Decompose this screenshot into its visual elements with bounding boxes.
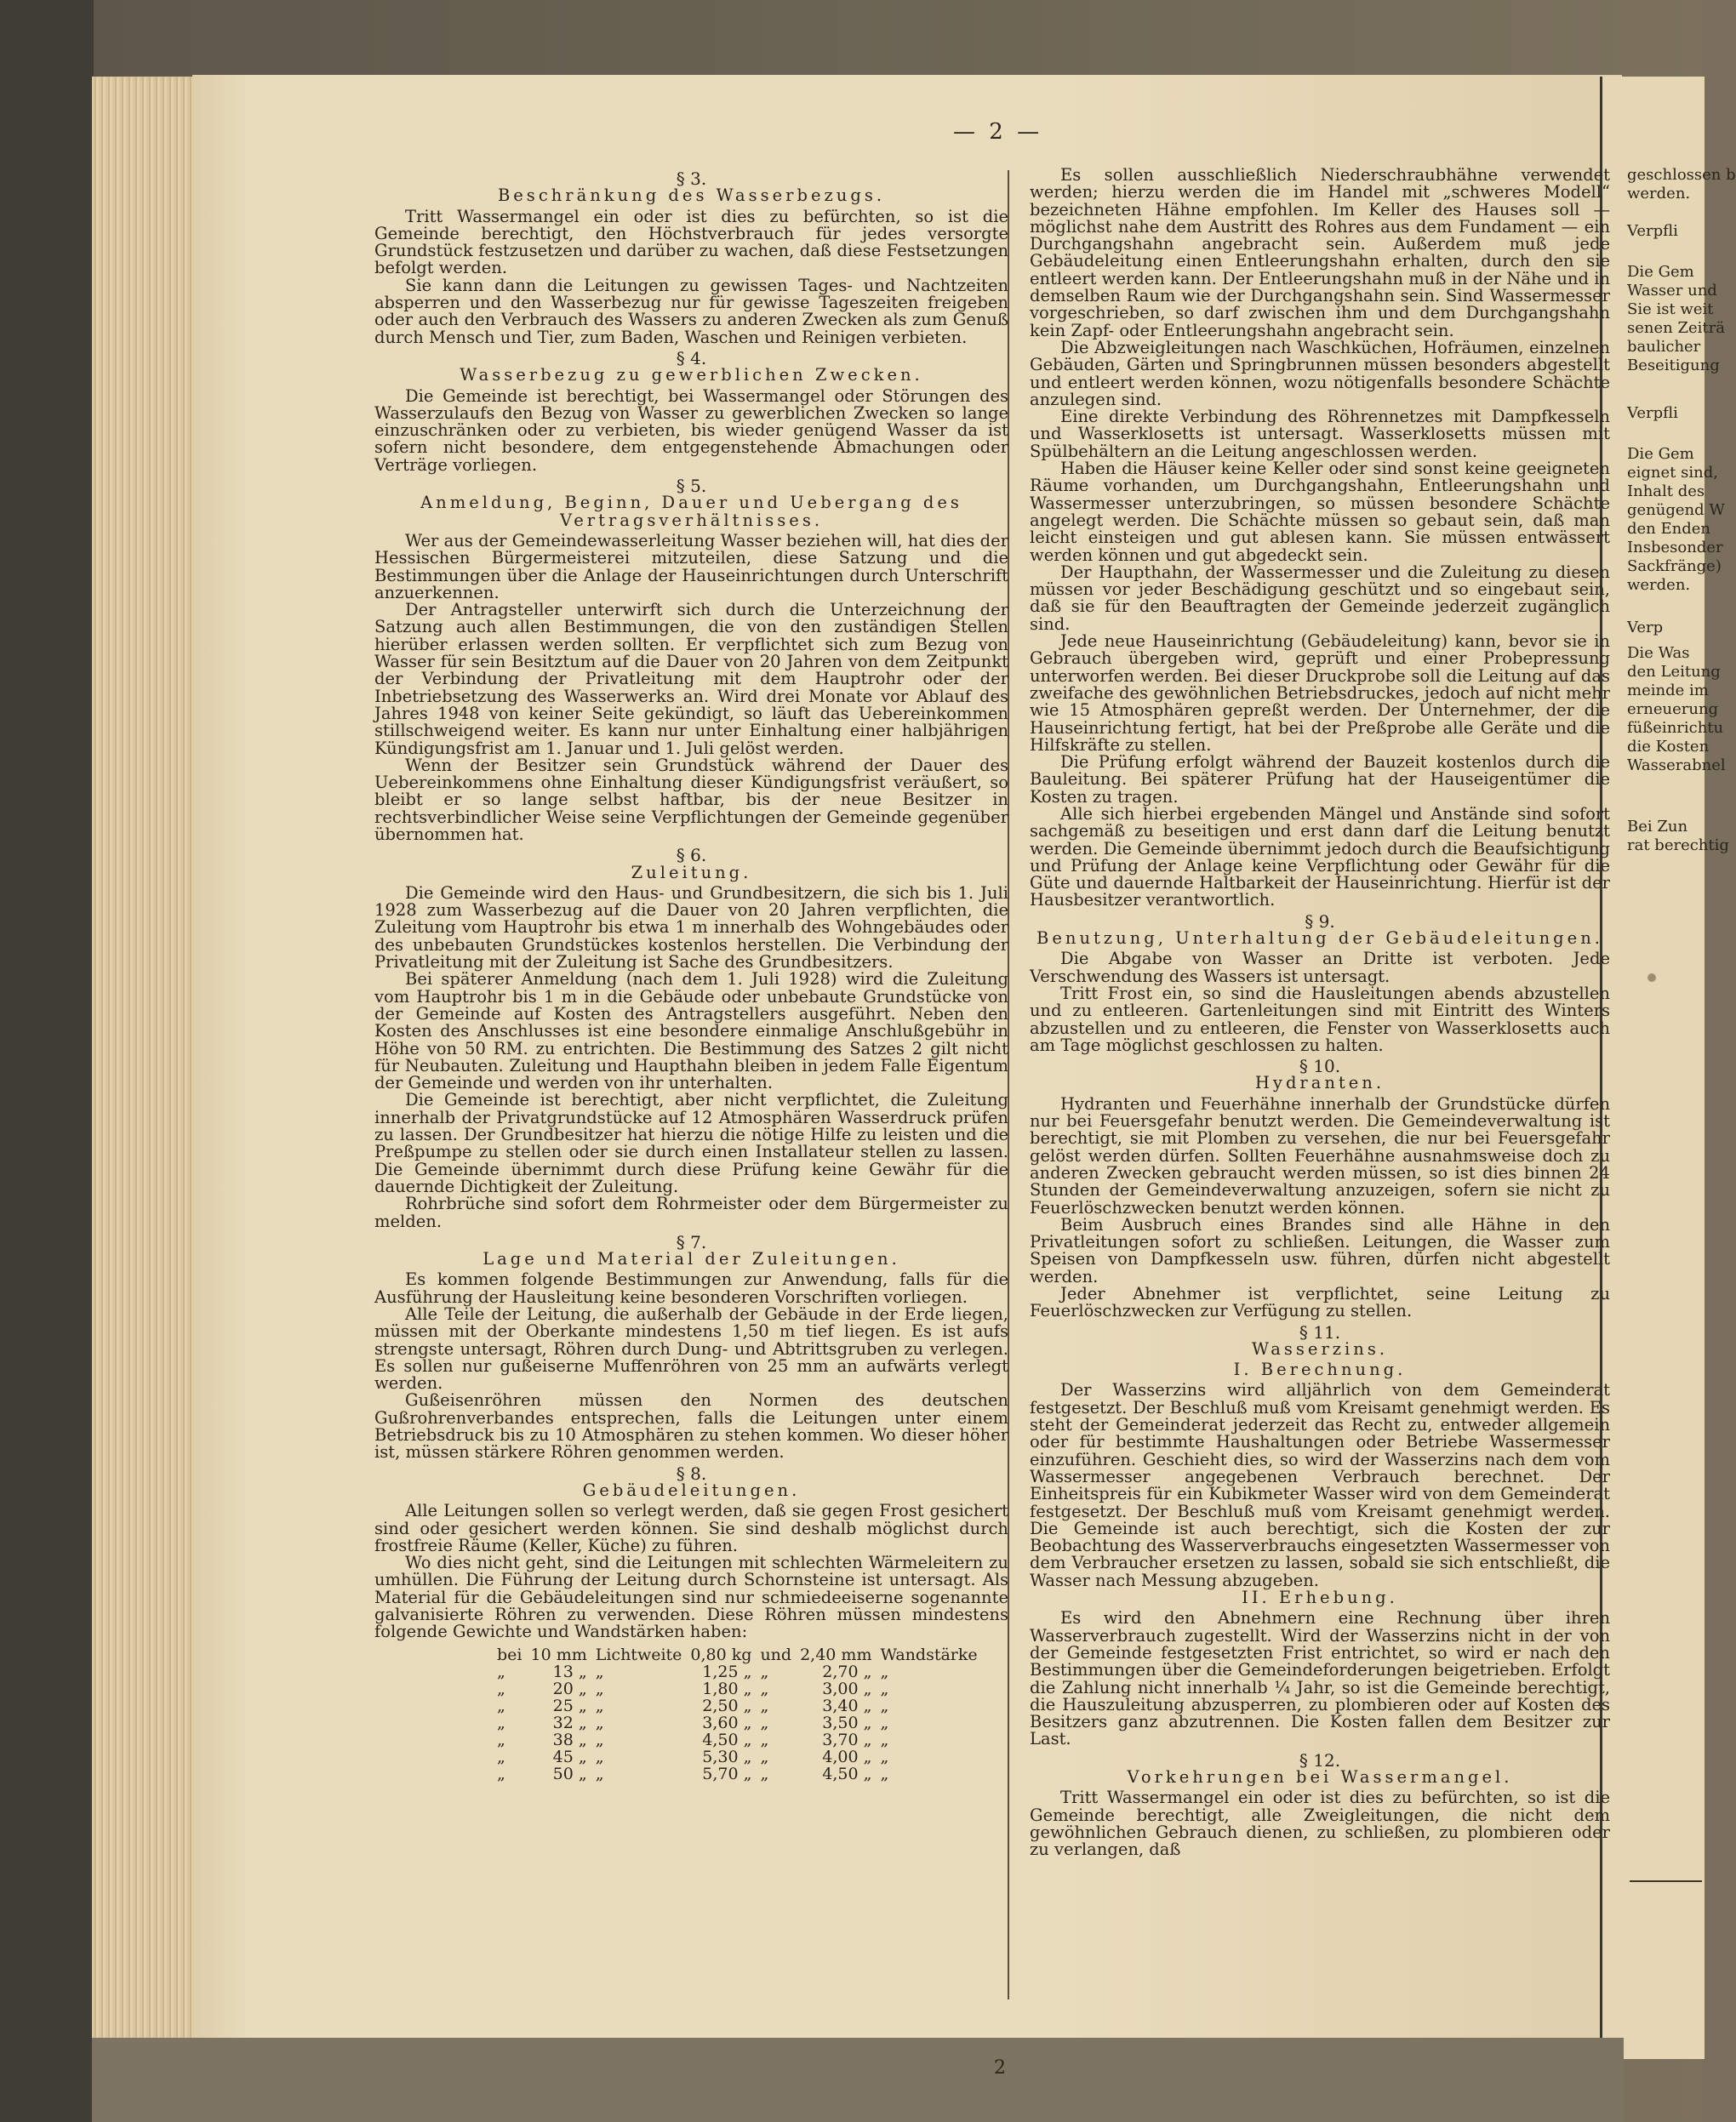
paragraph: Alle Teile der Leitung, die außerhalb der Gebäude in der Erde liegen, müssen mit der Oberkante mindestens 1,50 m tief liegen. Es ist aufs strengste untersagt, Röhren durch Dung- und Abtrittsgruben zu verlegen. Es sollen nur gußeiserne Muffenröhren von 25 mm an aufwärts verlegt werden. (374, 1304, 1008, 1394)
table-cell: 3,70 „ (822, 1730, 872, 1749)
table-cell: „ (760, 1662, 769, 1681)
adjacent-page-line: geschlossen b (1627, 166, 1736, 184)
section-heading: Vorkehrungen bei Wassermangel. (1127, 1767, 1513, 1788)
table-cell: 1,80 „ (702, 1679, 752, 1698)
table-row (497, 1748, 986, 1765)
adjacent-page-line: werden. (1627, 576, 1691, 594)
section-heading: I. Berechnung. (1233, 1360, 1407, 1380)
paragraph: Die Abgabe von Wasser an Dritte ist verboten. Jede Verschwendung des Wassers ist untersagt. (1030, 949, 1610, 986)
adjacent-page-line: Beseitigung (1627, 357, 1720, 374)
table-cell: „ (880, 1696, 889, 1715)
right-text-column (1030, 167, 1610, 1859)
table-cell: „ (595, 1679, 604, 1698)
paragraph: Rohrbrüche sind sofort dem Rohrmeister oder dem Bürgermeister zu melden. (374, 1194, 1008, 1231)
adjacent-page-line: die Kosten (1627, 738, 1710, 756)
section-number: § 3. (676, 168, 707, 189)
paragraph: Tritt Frost ein, so sind die Hausleitungen abends abzustellen und zu entleeren. Gartenleitungen sind mit Eintritt des Winters abzustellen und zu entleeren, die Fenster von Wasserklosetts auch am Tage möglichst geschlossen zu halten. (1030, 983, 1610, 1055)
table-cell: „ (595, 1713, 604, 1732)
adjacent-page-line: Die Was (1627, 644, 1690, 662)
table-cell: und (760, 1645, 792, 1664)
section-heading: Wasserbezug zu gewerblichen Zwecken. (460, 365, 923, 385)
section-heading: Zuleitung. (631, 862, 752, 882)
punch-hole (1647, 973, 1656, 982)
table-row (497, 1714, 986, 1731)
paragraph: Sie kann dann die Leitungen zu gewissen Tages- und Nachtzeiten absperren und den Wasserbezug nur für gewisse Tageszeiten freigeben oder auch den Verbrauch des Wassers zu anderen Zwecken als zum Genuß durch Mensch und Tier, zum Baden, Waschen und Reinigen verbieten. (374, 275, 1008, 347)
paragraph: Die Gemeinde ist berechtigt, bei Wassermangel oder Störungen des Wasserzulaufs den Bezug von Wasser zu gewerblichen Zwecken so lange einzuschränken oder zu verbieten, bis wieder genügend Wasser da ist sofern nicht besondere, dem entgegenstehende Abmachungen oder Verträge vorliegen. (374, 385, 1008, 475)
section-number: § 9. (1305, 910, 1335, 932)
table-cell: „ (880, 1662, 889, 1681)
table-cell: bei (497, 1645, 523, 1664)
section-number: § 8. (676, 1463, 707, 1484)
paragraph: Die Abzweigleitungen nach Waschküchen, Hofräumen, einzelnen Gebäuden, Gärten und Springbrunnen müssen besonders abgestellt und entleert werden können, wozu nötigenfalls besondere Schächte anzulegen sind. (1030, 337, 1610, 409)
table-cell: „ (595, 1696, 604, 1715)
adjacent-page-line: baulicher (1627, 338, 1701, 356)
table-cell: „ (595, 1764, 604, 1783)
paragraph: Alle Leitungen sollen so verlegt werden, daß sie gegen Frost gesichert sind oder gesichert werden können. Sie sind deshalb möglichst durch frostfreie Räume (Keller, Küche) zu führen. (374, 1501, 1008, 1555)
paragraph: Hydranten und Feuerhähne innerhalb der Grundstücke dürfen nur bei Feuersgefahr benutzt werden. Die Gemeindeverwaltung ist berechtigt, sie mit Plomben zu versehen, die nur bei Feuersgefahr gelöst werden dürfen. Sollten Feuerhähne ausnahmsweise doch zu anderen Zwecken gebraucht werden müssen, so ist dies binnen 24 Stunden der Gemeindeverwaltung anzuzeigen, sofern sie nicht zu Feuerlöschzwecken benutzt werden können. (1030, 1093, 1610, 1218)
section-number: § 5. (676, 476, 707, 497)
table-cell: „ (760, 1696, 769, 1715)
table-cell: 3,50 „ (822, 1713, 872, 1732)
section-heading: II. Erhebung. (1242, 1588, 1398, 1608)
adjacent-page-line: Insbesonder (1627, 539, 1723, 556)
table-cell: „ (497, 1662, 505, 1681)
section-heading: Benutzung, Unterhaltung der Gebäudeleitungen. (1036, 928, 1603, 949)
book-edge-shadow (0, 0, 94, 2122)
section-number: § 7. (676, 1231, 707, 1252)
paragraph: Tritt Wassermangel ein oder ist dies zu befürchten, so ist die Gemeinde berechtigt, den Höchstverbrauch für jedes versorgte Grundstück festzusetzen und darüber zu wachen, daß diese Festsetzungen befolgt werden. (374, 206, 1008, 278)
table-cell: 0,80 kg (690, 1645, 752, 1664)
table-cell: „ (595, 1730, 604, 1749)
table-cell: 3,00 „ (822, 1679, 872, 1698)
table-cell: „ (880, 1730, 889, 1749)
table-cell: „ (497, 1747, 505, 1766)
adjacent-page-line: Wasserabnel (1627, 756, 1726, 774)
table-cell: „ (760, 1764, 769, 1783)
adjacent-page-line: senen Zeiträ (1627, 319, 1725, 337)
table-cell: „ (497, 1764, 505, 1783)
table-cell: 2,70 „ (822, 1662, 872, 1681)
adjacent-page-line: füßeinrichtu (1627, 719, 1724, 737)
paragraph: Gußeisenröhren müssen den Normen des deutschen Gußrohrenverbandes entsprechen, falls die Leitungen unter einem Betriebsdruck bis zu 10 Atmosphären zu stehen kommen. Wo dieser höher ist, müssen stärkere Röhren genommen werden. (374, 1390, 1008, 1463)
section-number: § 11. (1299, 1321, 1341, 1343)
table-cell: 2,50 „ (702, 1696, 752, 1715)
table-cell: „ (880, 1713, 889, 1732)
adjacent-page-line: den Enden (1627, 520, 1710, 538)
adjacent-page-line: Die Gem (1627, 445, 1694, 463)
section-heading: Gebäudeleitungen. (582, 1480, 801, 1500)
adjacent-page-line: Verpfli (1627, 404, 1678, 422)
section-heading: Lage und Material der Zuleitungen. (483, 1249, 900, 1269)
paragraph: Wenn der Besitzer sein Grundstück während der Dauer des Uebereinkommens ohne Einhaltung dieser Kündigungsfrist veräußert, so bleibt er so lange selbst haftbar, bis der neue Besitzer in rechtsverbindlicher Weise seine Verpflichtungen der Gemeinde gegenüber übernommen hat. (374, 755, 1008, 844)
adjacent-page-line: Die Gem (1627, 263, 1694, 281)
section-heading: Anmeldung, Beginn, Dauer und Uebergang des Vertragsverhältnisses. (420, 493, 962, 530)
paragraph: Beim Ausbruch eines Brandes sind alle Hähne in den Privatleitungen sofort zu schließen. Leitungen, die Wasser zum Speisen von Dampfkesseln usw. führen, dürfen nicht abgestellt werden. (1030, 1214, 1610, 1286)
table-cell: „ (760, 1747, 769, 1766)
paragraph: Der Antragsteller unterwirft sich durch die Unterzeichnung der Satzung auch allen Bestimmungen, die von den zuständigen Stellen hierüber erlassen werden sollten. Er verpflichtet sich zum Bezug von Wasser für sein Besitztum auf die Dauer von 20 Jahren von dem Zeitpunkt der Verbindung der Privatleitung mit dem Hauptrohr oder der Inbetriebsetzung des Wasserwerks an. Wird drei Monate vor Ablauf des Jahres 1948 von keiner Seite gekündigt, so läuft das Uebereinkommen stillschweigend weiter. Es kann nur unter Einhaltung einer halbjährigen Kündigungsfrist am 1. Januar und 1. Juli gelöst werden. (374, 600, 1008, 758)
table-row (497, 1646, 986, 1663)
table-cell: „ (880, 1764, 889, 1783)
table-cell: 13 „ (552, 1662, 587, 1681)
adjacent-page-line: Bei Zun (1627, 818, 1688, 836)
table-row (497, 1765, 986, 1783)
paragraph: Die Prüfung erfolgt während der Bauzeit kostenlos durch die Bauleitung. Bei späterer Prüfung hat der Hauseigentümer die Kosten zu tragen. (1030, 752, 1610, 807)
paragraph: Es wird den Abnehmern eine Rechnung über ihren Wasserverbrauch zugestellt. Wird der Wasserzins nicht in der von der Gemeinde festgesetzten Frist entrichtet, so wird er nach den Bestimmungen über die Gemeindeforderungen beigetrieben. Erfolgt die Zahlung nicht innerhalb ¼ Jahr, so ist die Gemeinde berechtigt, die Hauszuleitung abzusperren, zu plombieren oder auf Kosten des Besitzers ganz abzutrennen. Die Kosten fallen dem Besitzer zur Last. (1030, 1608, 1610, 1749)
adjacent-page-line: Inhalt des (1627, 482, 1705, 500)
adjacent-page-line: Verpfli (1627, 222, 1678, 240)
adjacent-page-line: Sie ist weit (1627, 300, 1714, 318)
paragraph: Der Haupthahn, der Wassermesser und die Zuleitung zu diesen müssen vor jeder Beschädigung geschützt und so eingebaut sein, daß sie für den Beauftragten der Gemeinde jederzeit zugänglich sind. (1030, 562, 1610, 634)
table-cell: 4,50 „ (702, 1730, 752, 1749)
table-cell: „ (497, 1696, 505, 1715)
page-number: — 2 — (953, 119, 1043, 145)
table-cell: 38 „ (552, 1730, 587, 1749)
paragraph: Jede neue Hauseinrichtung (Gebäudeleitung) kann, bevor sie in Gebrauch übergeben wird, geprüft und einer Probepressung unterworfen werden. Bei dieser Druckprobe soll die Leitung auf das zweifache des gewöhnlichen Betriebsdruckes, jedoch auf nicht mehr wie 15 Atmosphären gepreßt werden. Der Unternehmer, der die Hauseinrichtung fertigt, hat bei der Preßprobe alle Geräte und die Hilfskräfte zu stellen. (1030, 631, 1610, 755)
adjacent-page-line: den Leitung (1627, 663, 1721, 681)
paragraph: Es kommen folgende Bestimmungen zur Anwendung, falls für die Ausführung der Hausleitung keine besonderen Vorschriften vorliegen. (374, 1269, 1008, 1307)
adjacent-page-line: Wasser und (1627, 282, 1717, 299)
table-cell: 50 „ (552, 1764, 587, 1783)
adjacent-page-line: rat berechtig (1627, 836, 1729, 854)
table-cell: 3,40 „ (822, 1696, 872, 1715)
table-row (497, 1697, 986, 1714)
table-cell: 25 „ (552, 1696, 587, 1715)
section-number: § 12. (1299, 1749, 1341, 1771)
section-number: § 4. (676, 347, 707, 368)
table-cell: 45 „ (552, 1747, 587, 1766)
table-cell: „ (595, 1662, 604, 1681)
paragraph: Eine direkte Verbindung des Röhrennetzes mit Dampfkesseln und Wasserklosetts ist untersagt. Wasserklosetts müssen mit Spülbehältern an die Leitung angeschlossen werden. (1030, 407, 1610, 461)
table-cell: „ (760, 1730, 769, 1749)
table-cell: „ (760, 1713, 769, 1732)
paragraph: Der Wasserzins wird alljährlich von dem Gemeinderat festgesetzt. Der Beschluß muß vom Kreisamt genehmigt werden. Es steht der Gemeinderat jederzeit das Recht zu, entweder allgemein oder für bestimmte Haushaltungen oder Betriebe Wassermesser einzuführen. Geschieht dies, so wird der Wasserzins nach dem vom Wassermesser angegebenen Verbrauch berechnet. Der Einheitspreis für ein Kubikmeter Wasser wird von dem Gemeinderat festgesetzt. Der Beschluß muß vom Kreisamt genehmigt werden. Die Gemeinde ist auch berechtigt, sich die Kosten der zur Beobachtung des Wasserverbrauchs eingesetzten Wassermesser von dem Verbraucher ersetzen zu lassen, sobald sie sich entschließt, die Wasser nach Messung abzugeben. (1030, 1380, 1610, 1590)
table-cell: „ (595, 1747, 604, 1766)
adjacent-page-line: erneuerung (1627, 700, 1719, 718)
adjacent-page-line: genügend W (1627, 501, 1725, 519)
adjacent-page-line: werden. (1627, 185, 1691, 203)
section-heading: Beschränkung des Wasserbezugs. (497, 185, 886, 206)
paragraph: Die Gemeinde wird den Haus- und Grundbesitzern, die sich bis 1. Juli 1928 zum Wasserbezug auf die Dauer von 20 Jahren verpflichten, die Zuleitung vom Hauptrohr bis etwa 1 m innerhalb des Wohngebäudes oder des unbebauten Grundstückes kostenlos herstellen. Die Verbindung der Privatleitung mit der Zuleitung ist Sache des Grundbesitzers. (374, 882, 1008, 973)
table-cell: Lichtweite (595, 1645, 682, 1664)
section-heading: Hydranten. (1254, 1073, 1385, 1093)
table-cell: 2,40 mm (800, 1645, 872, 1664)
page-stack-edge (92, 77, 196, 2042)
paragraph: Wo dies nicht geht, sind die Leitungen mit schlechten Wärmeleitern zu umhüllen. Die Führung der Leitung durch Schornsteine ist untersagt. Als Material für die Gebäudeleitungen sind nur schmiedeeiserne sogenannte galvanisierte Röhren zu verwenden. Diese Röhren müssen mindestens folgende Gewichte und Wandstärken haben: (374, 1553, 1008, 1642)
table-cell: 3,60 „ (702, 1713, 752, 1732)
table-row (497, 1680, 986, 1697)
paragraph: Haben die Häuser keine Keller oder sind sonst keine geeigneten Räume vorhanden, um Durchgangshahn, Entleerungshahn und Wassermesser unterzubringen, so müssen besondere Schächte angelegt werden. Die Schächte müssen so gebaut sein, daß man leicht einsteigen und gut ablesen kann. Sie müssen entwässert werden können und gut abgedeckt sein. (1030, 459, 1610, 565)
table-row (497, 1663, 986, 1680)
paragraph: Jeder Abnehmer ist verpflichtet, seine Leitung zu Feuerlöschzwecken zur Verfügung zu stellen. (1030, 1284, 1610, 1321)
adjacent-page-line: eignet sind, (1627, 464, 1718, 482)
paragraph: Wer aus der Gemeindewasserleitung Wasser beziehen will, hat dies der Hessischen Bürgermeisterei mitzuteilen, diese Satzung und die Bestimmungen über die Anlage der Hauseinrichtungen durch Unterschrift anzuerkennen. (374, 530, 1008, 602)
table-cell: „ (760, 1679, 769, 1698)
paragraph: Es sollen ausschließlich Niederschraubhähne verwendet werden; hierzu werden die im Handel mit „schweres Modell“ bezeichneten Hähne empfohlen. Im Keller des Hauses soll — möglichst nahe dem Austritt des Rohres aus dem Fundament — ein Durchgangshahn angebracht sein. Außerdem muß jede Gebäudeleitung einen Entleerungshahn erhalten, durch den sie entleert werden kann. Der Entleerungshahn muß in der Nähe und in demselben Raum wie der Durchgangshahn sein. Sind Wassermesser vorgeschrieben, so darf zwischen ihm und dem Durchgangshahn kein Zapf- oder Entleerungshahn angebracht sein. (1030, 165, 1610, 340)
section-number: § 6. (676, 845, 707, 866)
section-heading: Wasserzins. (1251, 1338, 1389, 1359)
table-cell: „ (880, 1747, 889, 1766)
table-cell: „ (497, 1679, 505, 1698)
paragraph: Die Gemeinde ist berechtigt, aber nicht verpflichtet, die Zuleitung innerhalb der Privatgrundstücke auf 12 Atmosphären Wasserdruck prüfen zu lassen. Der Grundbesitzer hat hierzu die nötige Hilfe zu leisten und die Preßpumpe zu stellen oder sie durch einen Installateur stellen zu lassen. Die Gemeinde übernimmt durch diese Prüfung keine Gewähr für die dauernde Dichtigkeit der Zuleitung. (374, 1090, 1008, 1196)
adjacent-page-line: Sackfränge) (1627, 557, 1722, 575)
table-cell: 32 „ (552, 1713, 587, 1732)
paragraph: Bei späterer Anmeldung (nach dem 1. Juli 1928) wird die Zuleitung vom Hauptrohr bis 1 m in die Gebäude oder unbebaute Grundstücke von der Gemeinde auf Kosten des Antragstellers ausgeführt. Neben den Kosten des Anschlusses ist eine besondere einmalige Anschlußgebühr in Höhe von 50 RM. zu entrichten. Die Bestimmung des Satzes 2 gilt nicht für Neubauten. Zuleitung und Haupthahn bleiben in jedem Falle Eigentum der Gemeinde und werden von ihr unterhalten. (374, 969, 1008, 1093)
paragraph: Tritt Wassermangel ein oder ist dies zu befürchten, so ist die Gemeinde berechtigt, alle Zweigleitungen, die nicht dem gewöhnlichen Gebrauch dienen, zu schließen, zu plombieren oder zu verlangen, daß (1030, 1788, 1610, 1860)
rule-line (1630, 1880, 1702, 1882)
table-cell: 4,50 „ (822, 1764, 872, 1783)
table-row (497, 1731, 986, 1748)
paragraph: Alle sich hierbei ergebenden Mängel und Anstände sind sofort sachgemäß zu beseitigen und erst dann darf die Leitung benutzt werden. Die Gemeinde übernimmt jedoch durch die Beaufsichtigung und Prüfung der Anlage keine Verpflichtung oder Gewähr für die Güte und dauernde Haltbarkeit der Hauseinrichtung. Hierfür ist der Hausbesitzer verantwortlich. (1030, 803, 1610, 910)
page-footer-mark: 2 (994, 2057, 1006, 2079)
table-cell: Wandstärke (880, 1645, 978, 1664)
left-text-column (374, 167, 1008, 1783)
table-cell: 20 „ (552, 1679, 587, 1698)
table-cell: 1,25 „ (702, 1662, 752, 1681)
adjacent-page-line: meinde im (1627, 682, 1709, 699)
table-cell: „ (497, 1713, 505, 1732)
table-cell: 5,70 „ (702, 1764, 752, 1783)
table-cell: „ (497, 1730, 505, 1749)
table-cell: 5,30 „ (702, 1747, 752, 1766)
table-cell: „ (880, 1679, 889, 1698)
table-cell: 4,00 „ (822, 1747, 872, 1766)
adjacent-page-line: Verp (1627, 619, 1664, 636)
pipe-weight-table (497, 1646, 986, 1783)
bottom-shadow (92, 2038, 1624, 2122)
table-cell: 10 mm (530, 1645, 587, 1664)
section-number: § 10. (1299, 1056, 1341, 1077)
